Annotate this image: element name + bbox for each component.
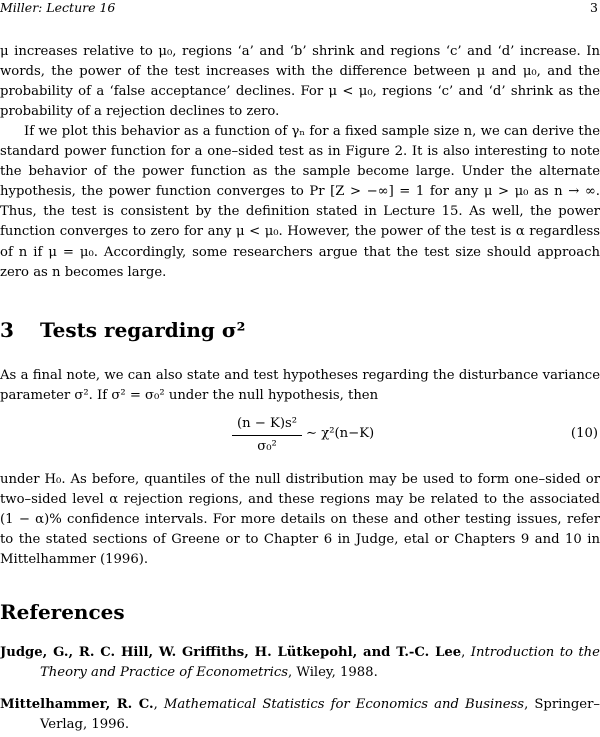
reference-authors: Judge, G., R. C. Hill, W. Griffiths, H. Lütkepohl, and T.-C. Lee xyxy=(0,645,462,660)
paragraph-power-regions: μ increases relative to μ₀, regions ‘a’ and ‘b’ shrink and regions ‘c’ and ‘d’ increase. In words, the power of the test increases with the difference between μ and μ₀, and the probability of a ‘false acceptance’ declines. For μ < μ₀, regions ‘c’ and ‘d’ shrink as the probability of a rejection declines to zero. xyxy=(0,44,600,120)
equation-fraction xyxy=(232,415,302,456)
references-heading: References xyxy=(0,600,125,624)
equation-numerator: (n − K)s² xyxy=(236,416,298,431)
reference-publisher: , Springer–Verlag, 1996. xyxy=(40,697,600,733)
equation-denominator: σ₀² xyxy=(257,439,277,454)
reference-title: Introduction to the Theory and Practice of Econometrics xyxy=(40,645,600,681)
paragraph-power-function: If we plot this behavior as a function of γₙ for a fixed sample size n, we can derive the standard power function for a one–sided test as in Figure 2. It is also interesting to note the behavior of the power function as the sample become large. Under the alternate hypothesis, the power function converges to Pr [Z > −∞] = 1 for any μ > μ₀ as n → ∞. Thus, the test is consistent by the definition stated in Lecture 15. As well, the power function converges to zero for any μ < μ₀. However, the power of the test is α regardless of n if μ = μ₀. Accordingly, some researchers argue that the test size should approach zero as n becomes large. xyxy=(0,124,600,280)
paragraph-variance-intro: As a final note, we can also state and test hypotheses regarding the disturbance variance parameter σ². If σ² = σ₀² under the null hypothesis, then xyxy=(0,368,600,404)
reference-entry: Judge, G., R. C. Hill, W. Griffiths, H. Lütkepohl, and T.-C. Lee, Introduction to the Theory and Practice of Econometrics, Wiley, 1988. xyxy=(0,645,600,681)
section-heading-3 xyxy=(0,318,245,342)
equation-10 xyxy=(0,415,600,465)
reference-authors: Mittelhammer, R. C. xyxy=(0,697,154,712)
reference-entry: Mittelhammer, R. C., Mathematical Statistics for Economics and Business, Springer–Verlag, 1996. xyxy=(0,697,600,733)
equation-rhs: ∼ χ²(n−K) xyxy=(306,426,375,441)
equation-number: (10) xyxy=(570,426,598,441)
running-head-title: Miller: Lecture 16 xyxy=(0,0,116,15)
section-title: Tests regarding σ² xyxy=(40,318,246,342)
section-number: 3 xyxy=(0,318,14,342)
running-head xyxy=(0,0,598,16)
page-number: 3 xyxy=(590,0,598,15)
reference-title: Mathematical Statistics for Economics and Business xyxy=(163,697,525,712)
reference-publisher: , Wiley, 1988. xyxy=(287,665,378,681)
paragraph-null-distribution: under H₀. As before, quantiles of the null distribution may be used to form one–sided or two–sided level α rejection regions, and these regions may be related to the associated (1 − α)% confidence intervals. For more details on these and other testing issues, refer to the stated sections of Greene or to Chapter 6 in Judge, etal or Chapters 9 and 10 in Mittelhammer (1996). xyxy=(0,472,600,568)
fraction-bar xyxy=(232,435,302,436)
